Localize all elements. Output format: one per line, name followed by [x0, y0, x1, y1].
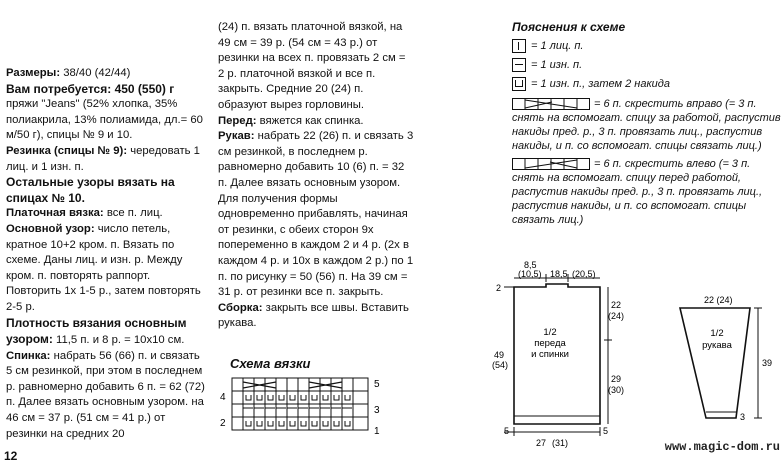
sleeve-label-fraction: 1/2 — [710, 328, 724, 339]
body-rib-right-dim: 5 — [603, 426, 609, 436]
garter-label: Платочная вязка: — [6, 207, 104, 220]
row-label-3: 3 — [374, 405, 380, 416]
row-label-5: 5 — [374, 379, 380, 390]
body-label-line2: переда — [534, 338, 566, 349]
site-watermark: www.magic-dom.ru — [664, 440, 780, 454]
cable-left-icon — [512, 158, 590, 170]
legend-item-knit — [512, 39, 784, 53]
sizes-label: Размеры: — [6, 67, 61, 79]
row-label-1: 1 — [374, 426, 380, 437]
body-total-height-dim-alt: (54) — [492, 360, 509, 370]
body-rib-left-dim: 5 — [504, 426, 510, 436]
text-column-2 — [218, 20, 414, 332]
sleeve-label-line2: рукава — [702, 340, 732, 351]
legend-knit-text: = 1 лиц. п. — [531, 40, 584, 52]
legend-item-purl — [512, 58, 784, 72]
legend-purl-yo-text: = 1 изн. п., затем 2 накида — [531, 78, 670, 90]
front-text: вяжется как спинка. — [256, 114, 364, 127]
assembly-label: Сборка: — [218, 301, 263, 314]
density-text: 11,5 п. и 8 р. = 10x10 см. — [52, 334, 185, 347]
materials-heading: Вам потребуется: 450 (550) г — [6, 81, 175, 96]
body-right-lower-dim: 29 — [611, 374, 622, 384]
legend-purl-text: = 1 изн. п. — [531, 59, 583, 71]
materials-text: пряжи "Jeans" (52% хлопка, 35% полиакрила, 13% полиамида, дл.= 60 м/50 г), спицы № 9 и 10. — [6, 98, 203, 142]
body-right-lower-dim-alt: (30) — [608, 385, 625, 395]
body-right-upper-dim-alt: (24) — [608, 311, 625, 321]
row-label-2: 2 — [220, 418, 226, 429]
density-label: Плотность вязания основным узором: — [6, 315, 187, 347]
main-pattern-text: число петель, кратное 10+2 кром. п. Вязать по схеме. Даны лиц. и изн. р. Между кром. п. повторять раппорт. Повторить 1х 1-5 р., затем повторять 2-5 р. — [6, 222, 201, 313]
rib-text: чередовать 1 лиц. и 1 изн. п. — [6, 144, 200, 173]
legend-item-cross-left — [512, 157, 784, 227]
sleeve-text: набрать 22 (26) п. и связать 3 см резинкой, в последнем р. равномерно добавить 10 (6) п. = 32 п. Далее вязать основным узором. Для получения формы одновременно прибавлять, начиная от резинки, с обеих сторон 9х попеременно в каждом 2 и 4 р. (2х в каждом 4 р. и 10х в каждом 2 р.) по 1 п. по рисунку = 50 (56) п. На 39 см = 31 р. от резинки все п. закрыть. — [218, 130, 414, 299]
assembly-text: закрыть все швы. Вставить рукава. — [218, 301, 409, 330]
purl-yarnover-icon — [512, 77, 526, 91]
body-width-dim-alt: (31) — [552, 438, 569, 448]
body-shoulder-dim: 2 — [496, 283, 502, 293]
body-total-height-dim: 49 — [494, 350, 505, 360]
page-number: 12 — [4, 449, 18, 463]
back-label: Спинка: — [6, 349, 51, 362]
sleeve-rib-dim: 3 — [740, 412, 746, 422]
legend-column — [512, 20, 784, 227]
legend-item-purl-yo — [512, 77, 784, 91]
body-right-upper-dim: 22 — [611, 300, 622, 310]
body-top-right-dim: (20,5) — [572, 269, 596, 279]
body-width-dim: 27 — [536, 438, 547, 448]
legend-cross-right-text: = 6 п. скрестить вправо (= 3 п. снять на вспомогат. спицу за работой, распустив накиды пред. р., 3 п. провязать лиц., распустив накиды, и п. со вспомогат. спицы связать лиц.) — [512, 98, 781, 152]
back-continued-text: (24) п. вязать платочной вязкой, на 49 см = 39 р. (54 см = 43 р.) от резинки на всех п. провязать 2 см = 2 р. платочной вязкой и все п. закрыть. Средние 20 (24) п. образуют вырез горловины. — [218, 21, 406, 111]
sleeve-label: Рукав: — [218, 130, 255, 143]
body-label-line3: и спинки — [531, 349, 569, 360]
legend-item-cross-right — [512, 97, 784, 153]
knitting-chart — [216, 374, 386, 438]
legend-cross-left-text: = 6 п. скрестить влево (= 3 п. снять на вспомогат. спицу перед работой, распустив накиды пред. р., 3 п. провязать лиц., распустив накиды, и п. со вспомогат. спицы связать лиц.) — [512, 158, 763, 226]
purl-stitch-icon — [512, 58, 526, 72]
sleeve-schematic — [670, 290, 773, 440]
legend-title: Пояснения к схеме — [512, 20, 626, 34]
sizes-value: 38/40 (42/44) — [60, 67, 131, 79]
other-patterns-heading: Остальные узоры вязать на спицах № 10. — [6, 175, 175, 205]
body-top-left-dim-alt: (10,5) — [518, 269, 542, 279]
knit-stitch-icon — [512, 39, 526, 53]
text-column-1 — [6, 66, 208, 442]
garter-text: все п. лиц. — [103, 207, 163, 220]
back-text: набрать 56 (66) п. и связать 5 см резинкой, при этом в последнем р. равномерно добавить 6 п. = 62 (72) п. Далее вязать основным узором. на 46 см = 37 р. (51 см = 41 р.) от резинки на средних 20 — [6, 349, 205, 440]
scheme-title: Схема вязки — [230, 356, 311, 371]
body-top-mid-dim: 18,5 — [550, 269, 568, 279]
sleeve-height-dim: 39 — [762, 358, 773, 368]
body-top-left-dim: 8,5 — [524, 260, 537, 270]
cable-right-icon — [512, 98, 590, 110]
body-schematic — [490, 256, 640, 456]
front-label: Перед: — [218, 114, 257, 127]
main-pattern-label: Основной узор: — [6, 222, 95, 235]
body-label-fraction: 1/2 — [543, 327, 557, 338]
rib-label: Резинка (спицы № 9): — [6, 144, 128, 157]
row-label-4: 4 — [220, 392, 226, 403]
sleeve-top-dim: 22 (24) — [704, 295, 733, 305]
